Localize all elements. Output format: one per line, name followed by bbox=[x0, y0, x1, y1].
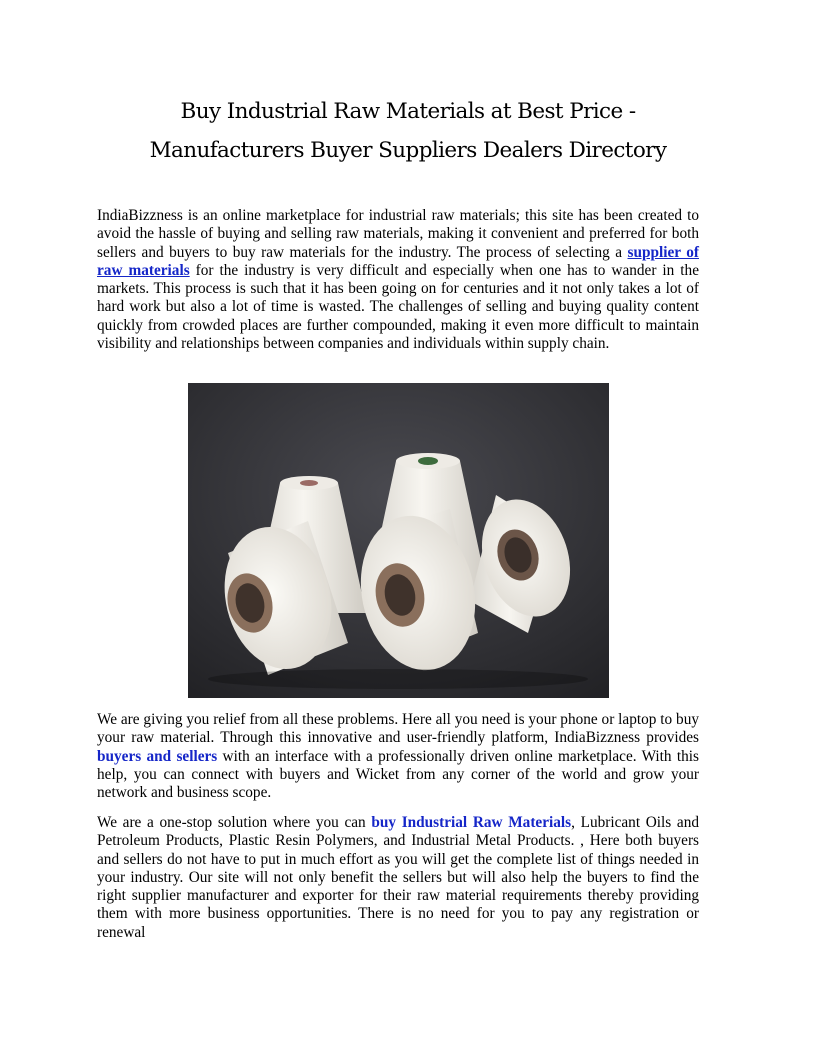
paragraph-text: for the industry is very difficult and especially when one has to wander in the markets. This process is such that it has been going on for centuries and it not only takes a lot of hard work but also a lot of time is wasted. The challenges of selling and buying quality content quickly from crowded places are further compounded, making it even more difficult to maintain visibility and relationships between companies and individuals within supply chain. bbox=[97, 261, 699, 353]
paragraph-text: We are a one-stop solution where you can bbox=[97, 814, 372, 831]
paragraph-text: , Lubricant Oils and Petroleum Products, Plastic Resin Polymers, and Industrial Metal Products. , Here both buyers and sellers do not have to put in much effort as you will get the complete list of things needed in your industry. Our site will not only benefit the sellers but will also help the buyers to find the right supplier manufacturer and exporter for their raw material requirements thereby providing them with more business opportunities. There is no need for you to pay any registration or renewal bbox=[97, 814, 699, 941]
page-title bbox=[0, 92, 816, 170]
one-stop-paragraph bbox=[97, 814, 699, 942]
supplier-raw-materials-link[interactable]: supplier of raw materials bbox=[97, 243, 699, 279]
title-line-1: Buy Industrial Raw Materials at Best Price - bbox=[180, 99, 636, 124]
relief-paragraph bbox=[97, 711, 699, 802]
intro-paragraph bbox=[97, 207, 699, 353]
buyers-and-sellers-link[interactable]: buyers and sellers bbox=[97, 747, 218, 765]
paragraph-text: with an interface with a professionally driven online marketplace. With this help, you can connect with buyers and Wicket from any corner of the world and grow your network and business scope. bbox=[97, 747, 699, 802]
buy-industrial-raw-materials-link[interactable]: buy Industrial Raw Materials bbox=[371, 814, 572, 831]
yarn-cones-photo bbox=[188, 383, 609, 698]
title-line-2: Manufacturers Buyer Suppliers Dealers Directory bbox=[149, 138, 667, 163]
paragraph-text: IndiaBizzness is an online marketplace for industrial raw materials; this site has been created to avoid the hassle of buying and selling raw materials, making it convenient and preferred for both sellers and buyers to buy raw materials for the industry. The process of selecting a bbox=[97, 207, 699, 261]
paragraph-text: We are giving you relief from all these problems. Here all you need is your phone or laptop to buy your raw material. Through this innovative and user-friendly platform, IndiaBizzness provides bbox=[97, 711, 699, 747]
